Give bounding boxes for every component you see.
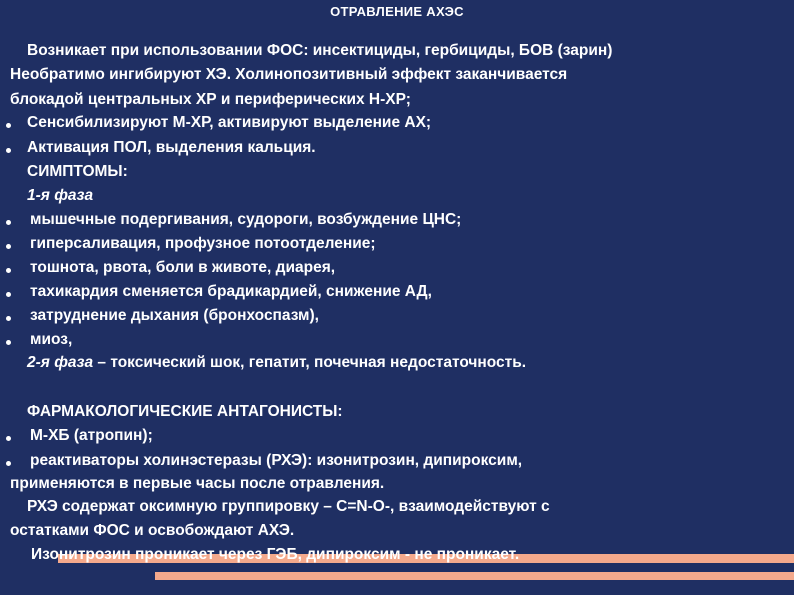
accent-bar-bottom: [155, 572, 794, 580]
bullet-icon: [6, 123, 11, 128]
slide-title: ОТРАВЛЕНИЕ АХЭС: [330, 4, 464, 19]
text-line: мышечные подергивания, судороги, возбуждение ЦНС;: [30, 211, 462, 228]
bullet-icon: [6, 316, 11, 321]
bullet-icon: [6, 220, 11, 225]
phase-text: – токсический шок, гепатит, почечная недостаточность.: [93, 354, 527, 371]
section-heading: ФАРМАКОЛОГИЧЕСКИЕ АНТАГОНИСТЫ:: [27, 403, 343, 420]
text-line: Сенсибилизируют М-ХР, активируют выделение АХ;: [27, 114, 432, 131]
bullet-icon: [6, 340, 11, 345]
text-line: РХЭ содержат оксимную группировку – С=N-O-, взаимодействуют с: [27, 498, 550, 515]
phase-heading: 1-я фаза: [27, 187, 94, 204]
text-line: тошнота, рвота, боли в животе, диарея,: [30, 259, 336, 276]
text-line: остатками ФОС и освобождают АХЭ.: [10, 522, 295, 539]
section-heading: СИМПТОМЫ:: [27, 163, 128, 180]
text-line: М-ХБ (атропин);: [30, 427, 153, 444]
text-line: гиперсаливация, профузное потоотделение;: [30, 235, 376, 252]
text-line: Изонитрозин проникает через ГЭБ, дипироксим - не проникает.: [31, 546, 520, 563]
text-line: [27, 353, 526, 373]
text-line: затруднение дыхания (бронхоспазм),: [30, 307, 319, 324]
text-line: Необратимо ингибируют ХЭ. Холинопозитивный эффект заканчивается: [10, 66, 568, 83]
text-line: Активация ПОЛ, выделения кальция.: [27, 139, 316, 156]
bullet-icon: [6, 292, 11, 297]
bullet-icon: [6, 268, 11, 273]
bullet-icon: [6, 461, 11, 466]
text-line: реактиваторы холинэстеразы (РХЭ): изонитрозин, дипироксим,: [30, 452, 523, 469]
text-line: применяются в первые часы после отравления.: [10, 475, 385, 492]
bullet-icon: [6, 148, 11, 153]
text-line: тахикардия сменяется брадикардией, снижение АД,: [30, 283, 432, 300]
bullet-icon: [6, 244, 11, 249]
phase-heading: 2-я фаза: [27, 354, 94, 371]
text-line: Возникает при использовании ФОС: инсектициды, гербициды, БОВ (зарин): [27, 42, 613, 59]
bullet-icon: [6, 436, 11, 441]
text-line: блокадой центральных ХР и периферических Н-ХР;: [10, 91, 411, 108]
text-line: миоз,: [30, 331, 73, 348]
